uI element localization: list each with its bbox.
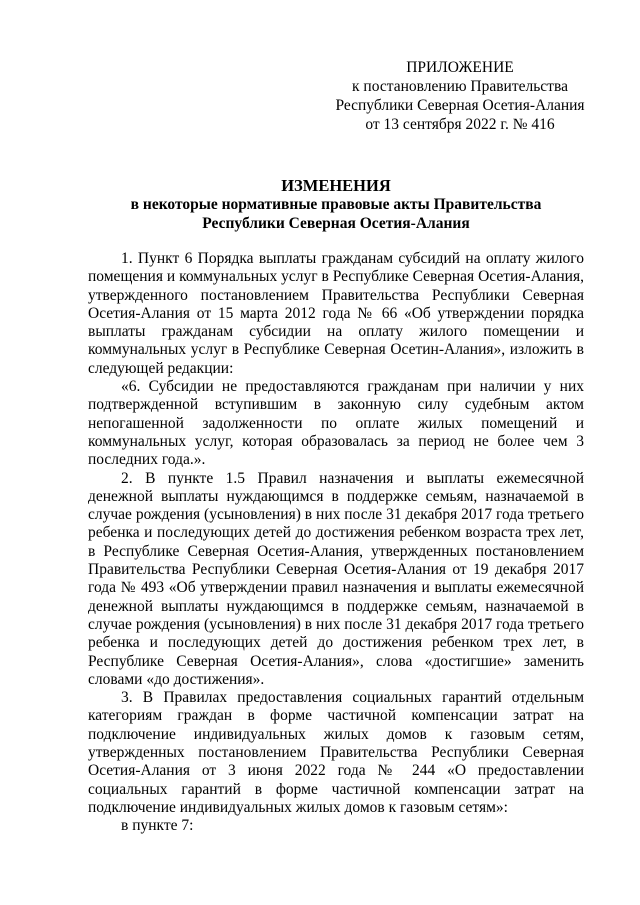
paragraph-5: в пункте 7: <box>121 817 194 835</box>
paragraph-1: 1. Пункт 6 Порядка выплаты гражданам субсидий на оплату жилого помещения и коммунальных услуг в Республике Северная Осетия-Алания, утвержденного постановлением Правительства Республики Северная Осетия-Алания от 15 марта 2012 года № 66 «Об утверждении порядка выплаты гражданам субсидии на оплату жилого помещении и коммунальных услуг в Республике Северная Осетин-Алания», изложить в следующей редакции: <box>88 250 584 377</box>
title-line-2: Республики Северная Осетия-Алания <box>202 215 470 232</box>
appendix-line-1: к постановлению Правительства <box>352 78 568 95</box>
title-main: ИЗМЕНЕНИЯ <box>281 176 391 195</box>
title-line-1: в некоторые нормативные правовые акты Правительства <box>130 196 542 213</box>
paragraph-4: 3. В Правилах предоставления социальных гарантий отдельным категориям граждан в форме частичной компенсации затрат на подключение индивидуальных жилых домов к газовым сетям, утвержденных постановлением Правительства Республики Северная Осетия-Алания от 3 июня 2022 года № 244 «О предоставлении социальных гарантий в форме частичной компенсации затрат на подключение индивидуальных жилых домов к газовым сетям»: <box>88 689 584 816</box>
appendix-heading: ПРИЛОЖЕНИЕ <box>406 59 514 76</box>
paragraph-3: 2. В пункте 1.5 Правил назначения и выплаты ежемесячной денежной выплаты нуждающимся в поддержке семьям, назначаемой в случае рождения (усыновления) в них после 31 декабря 2017 года третьего ребенка и последующих детей до достижения ребенком возраста трех лет, в Республике Северная Осетия-Алания, утвержденных постановлением Правительства Республики Северная Осетия-Алания от 19 декабря 2017 года № 493 «Об утверждении правил назначения и выплаты ежемесячной денежной выплаты нуждающимся в поддержке семьям, назначаемой в случае рождения (усыновления) в них после 31 декабря 2017 года третьего ребенка и последующих детей до достижения ребенком трех лет, в Республике Северная Осетия-Алания», слова «достигшие» заменить словами «до достижения». <box>88 469 584 688</box>
document-title <box>88 176 584 233</box>
appendix-block <box>320 58 600 134</box>
appendix-line-3: от 13 сентября 2022 г. № 416 <box>365 116 555 133</box>
appendix-line-2: Республики Северная Осетия-Алания <box>335 97 585 114</box>
document-body <box>88 250 584 836</box>
paragraph-2: «6. Субсидии не предоставляются гражданам при наличии у них подтвержденной вступившим в законную силу судебным актом непогашенной задолженности по оплате жилых помещений и коммунальных услуг, которая образовалась за период не более чем 3 последних года.». <box>88 378 584 469</box>
